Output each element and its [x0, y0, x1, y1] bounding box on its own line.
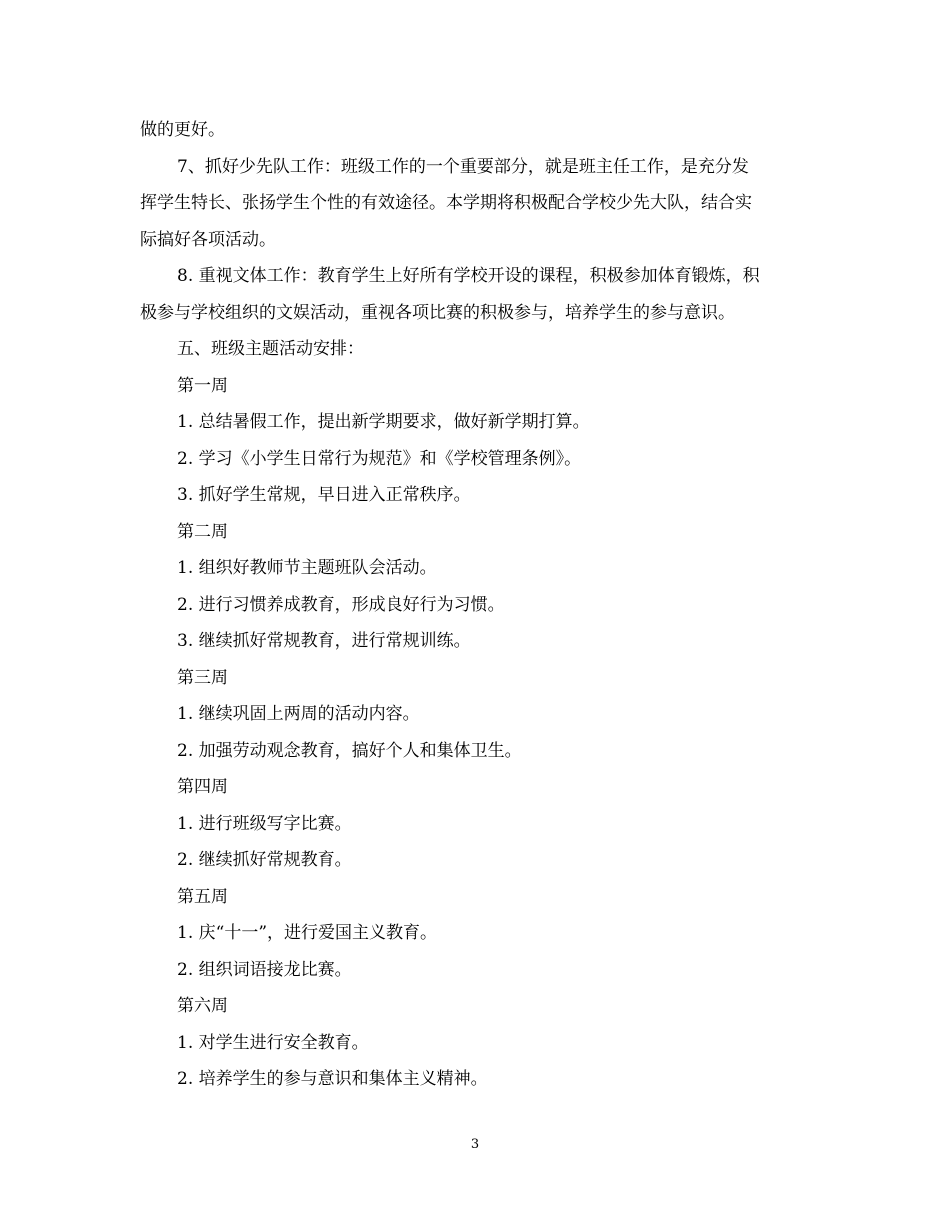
week-2-item-2: 2. 进行习惯养成教育，形成良好行为习惯。	[177, 594, 505, 615]
week-1-item-1: 1. 总结暑假工作，提出新学期要求，做好新学期打算。	[177, 412, 590, 432]
week-5-heading: 第五周	[177, 886, 228, 907]
week-4-item-2: 2. 继续抓好常规教育。	[177, 850, 352, 870]
week-3-item-2: 2. 加强劳动观念教育，搞好个人和集体卫生。	[177, 740, 522, 761]
section-heading-5: 五、班级主题活动安排：	[177, 339, 364, 359]
week-4-item-1: 1. 进行班级写字比赛。	[177, 813, 352, 834]
week-1-item-2: 2. 学习《小学生日常行为规范》和《学校管理条例》。	[177, 448, 582, 469]
week-6-heading: 第六周	[177, 996, 228, 1016]
week-2-item-1: 1. 组织好教师节主题班队会活动。	[177, 558, 437, 578]
item-8-line-2: 极参与学校组织的文娱活动，重视各项比赛的积极参与，培养学生的参与意识。	[140, 302, 735, 323]
week-2-heading: 第二周	[177, 521, 228, 542]
page-body	[140, 112, 820, 1098]
week-5-item-1: 1. 庆“十一”，进行爱国主义教育。	[177, 923, 438, 943]
page-number: 3	[470, 1137, 480, 1152]
week-4-heading: 第四周	[177, 777, 228, 797]
text-line-continuation: 做的更好。	[140, 120, 225, 140]
week-6-item-1: 1. 对学生进行安全教育。	[177, 1032, 369, 1053]
week-1-heading: 第一周	[177, 375, 228, 396]
week-6-item-2: 2. 培养学生的参与意识和集体主义精神。	[177, 1069, 488, 1089]
week-3-item-1: 1. 继续巩固上两周的活动内容。	[177, 704, 420, 724]
item-8-line-1: 8. 重视文体工作：教育学生上好所有学校开设的课程，积极参加体育锻炼，积	[177, 266, 760, 286]
week-1-item-3: 3. 抓好学生常规，早日进入正常秩序。	[177, 485, 471, 505]
item-7-line-2: 挥学生特长、张扬学生个性的有效途径。本学期将积极配合学校少先大队，结合实	[140, 193, 752, 213]
week-5-item-2: 2. 组织词语接龙比赛。	[177, 959, 352, 980]
week-3-heading: 第三周	[177, 667, 228, 688]
item-7-line-3: 际搞好各项活动。	[140, 229, 276, 250]
week-2-item-3: 3. 继续抓好常规教育，进行常规训练。	[177, 631, 471, 651]
item-7-line-1: 7、抓好少先队工作：班级工作的一个重要部分，就是班主任工作，是充分发	[177, 156, 749, 177]
